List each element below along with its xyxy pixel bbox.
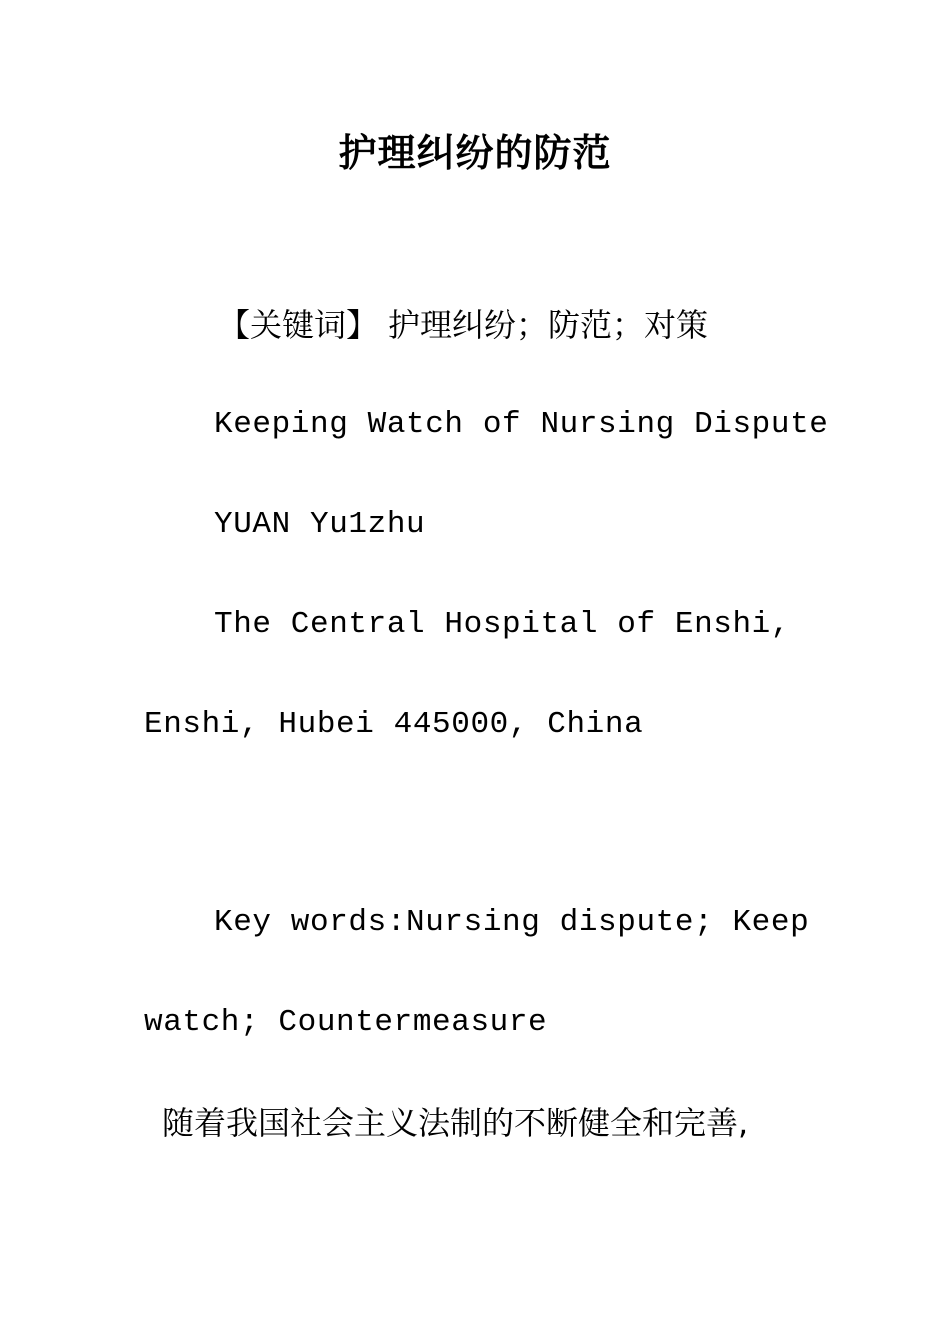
affiliation-line-1: The Central Hospital of Enshi, xyxy=(214,607,791,642)
english-keywords-line-2: watch; Countermeasure xyxy=(144,1005,548,1040)
english-keywords-line-1: Key words:Nursing dispute; Keep xyxy=(214,905,810,940)
chinese-keywords xyxy=(218,305,708,345)
affiliation-line-2: Enshi, Hubei 445000, China xyxy=(144,707,644,742)
document-title: 护理纠纷的防范 xyxy=(338,131,612,175)
english-title: Keeping Watch of Nursing Dispute xyxy=(214,407,829,442)
keywords-terms: 护理纠纷；防范；对策 xyxy=(388,306,709,344)
keywords-label: 【关键词】 xyxy=(218,306,379,344)
author-name: YUAN Yu1zhu xyxy=(214,507,426,542)
body-paragraph-start: 随着我国社会主义法制的不断健全和完善, xyxy=(162,1104,749,1142)
